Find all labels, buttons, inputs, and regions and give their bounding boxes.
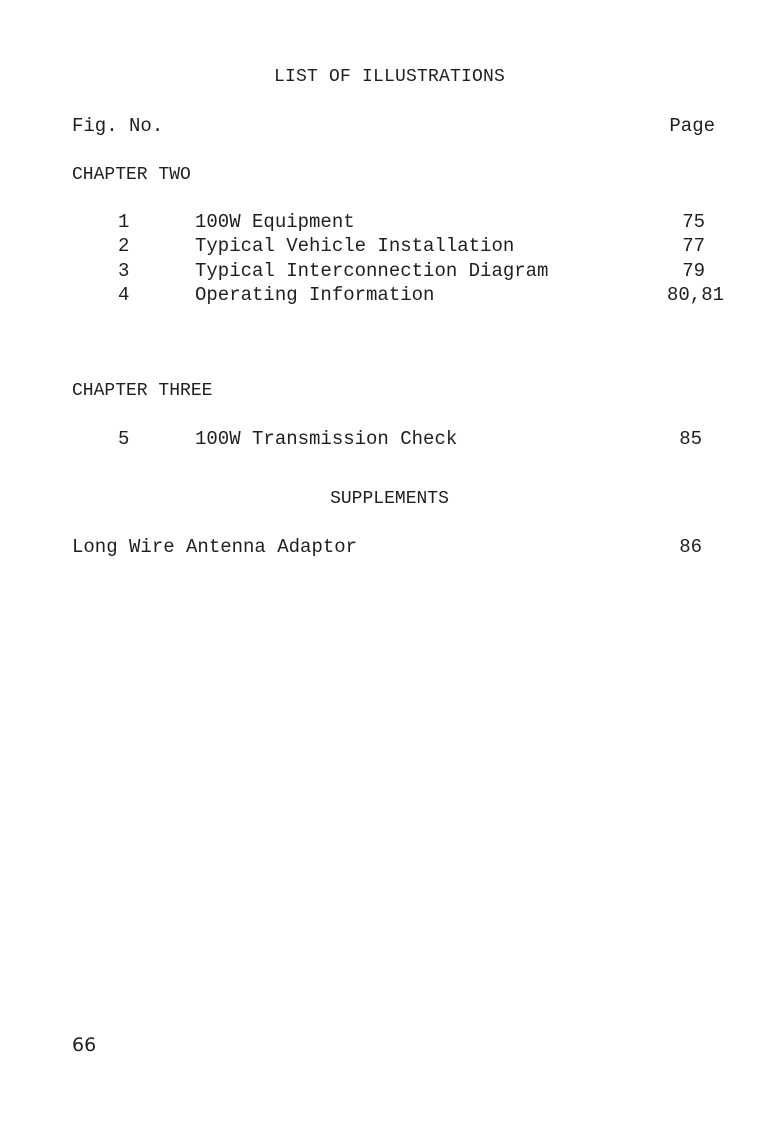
figure-number: 1: [118, 211, 130, 233]
figure-title: Typical Interconnection Diagram: [195, 260, 549, 282]
supplement-title: Long Wire Antenna Adaptor: [72, 536, 358, 558]
chapter-heading: CHAPTER TWO: [72, 165, 191, 185]
figure-title: Operating Information: [195, 284, 435, 306]
figure-page: 75: [682, 211, 705, 233]
page-column-header: Page: [669, 115, 715, 137]
figure-page: 85: [679, 428, 702, 450]
figure-title: 100W Equipment: [195, 211, 355, 233]
figure-number: 2: [118, 235, 130, 257]
figure-page: 79: [682, 260, 705, 282]
supplements-heading: SUPPLEMENTS: [330, 489, 449, 509]
figure-title: Typical Vehicle Installation: [195, 235, 515, 257]
figure-page: 77: [682, 235, 705, 257]
fig-no-column-header: Fig. No.: [72, 115, 164, 137]
page-number: 66: [72, 1034, 97, 1056]
page-title: LIST OF ILLUSTRATIONS: [273, 67, 506, 87]
figure-number: 3: [118, 260, 130, 282]
figure-page: 80,81: [666, 284, 724, 306]
figure-number: 5: [118, 428, 130, 450]
supplement-page: 86: [679, 536, 702, 558]
figure-title: 100W Transmission Check: [195, 428, 458, 450]
figure-number: 4: [118, 284, 130, 306]
chapter-heading: CHAPTER THREE: [72, 381, 213, 401]
